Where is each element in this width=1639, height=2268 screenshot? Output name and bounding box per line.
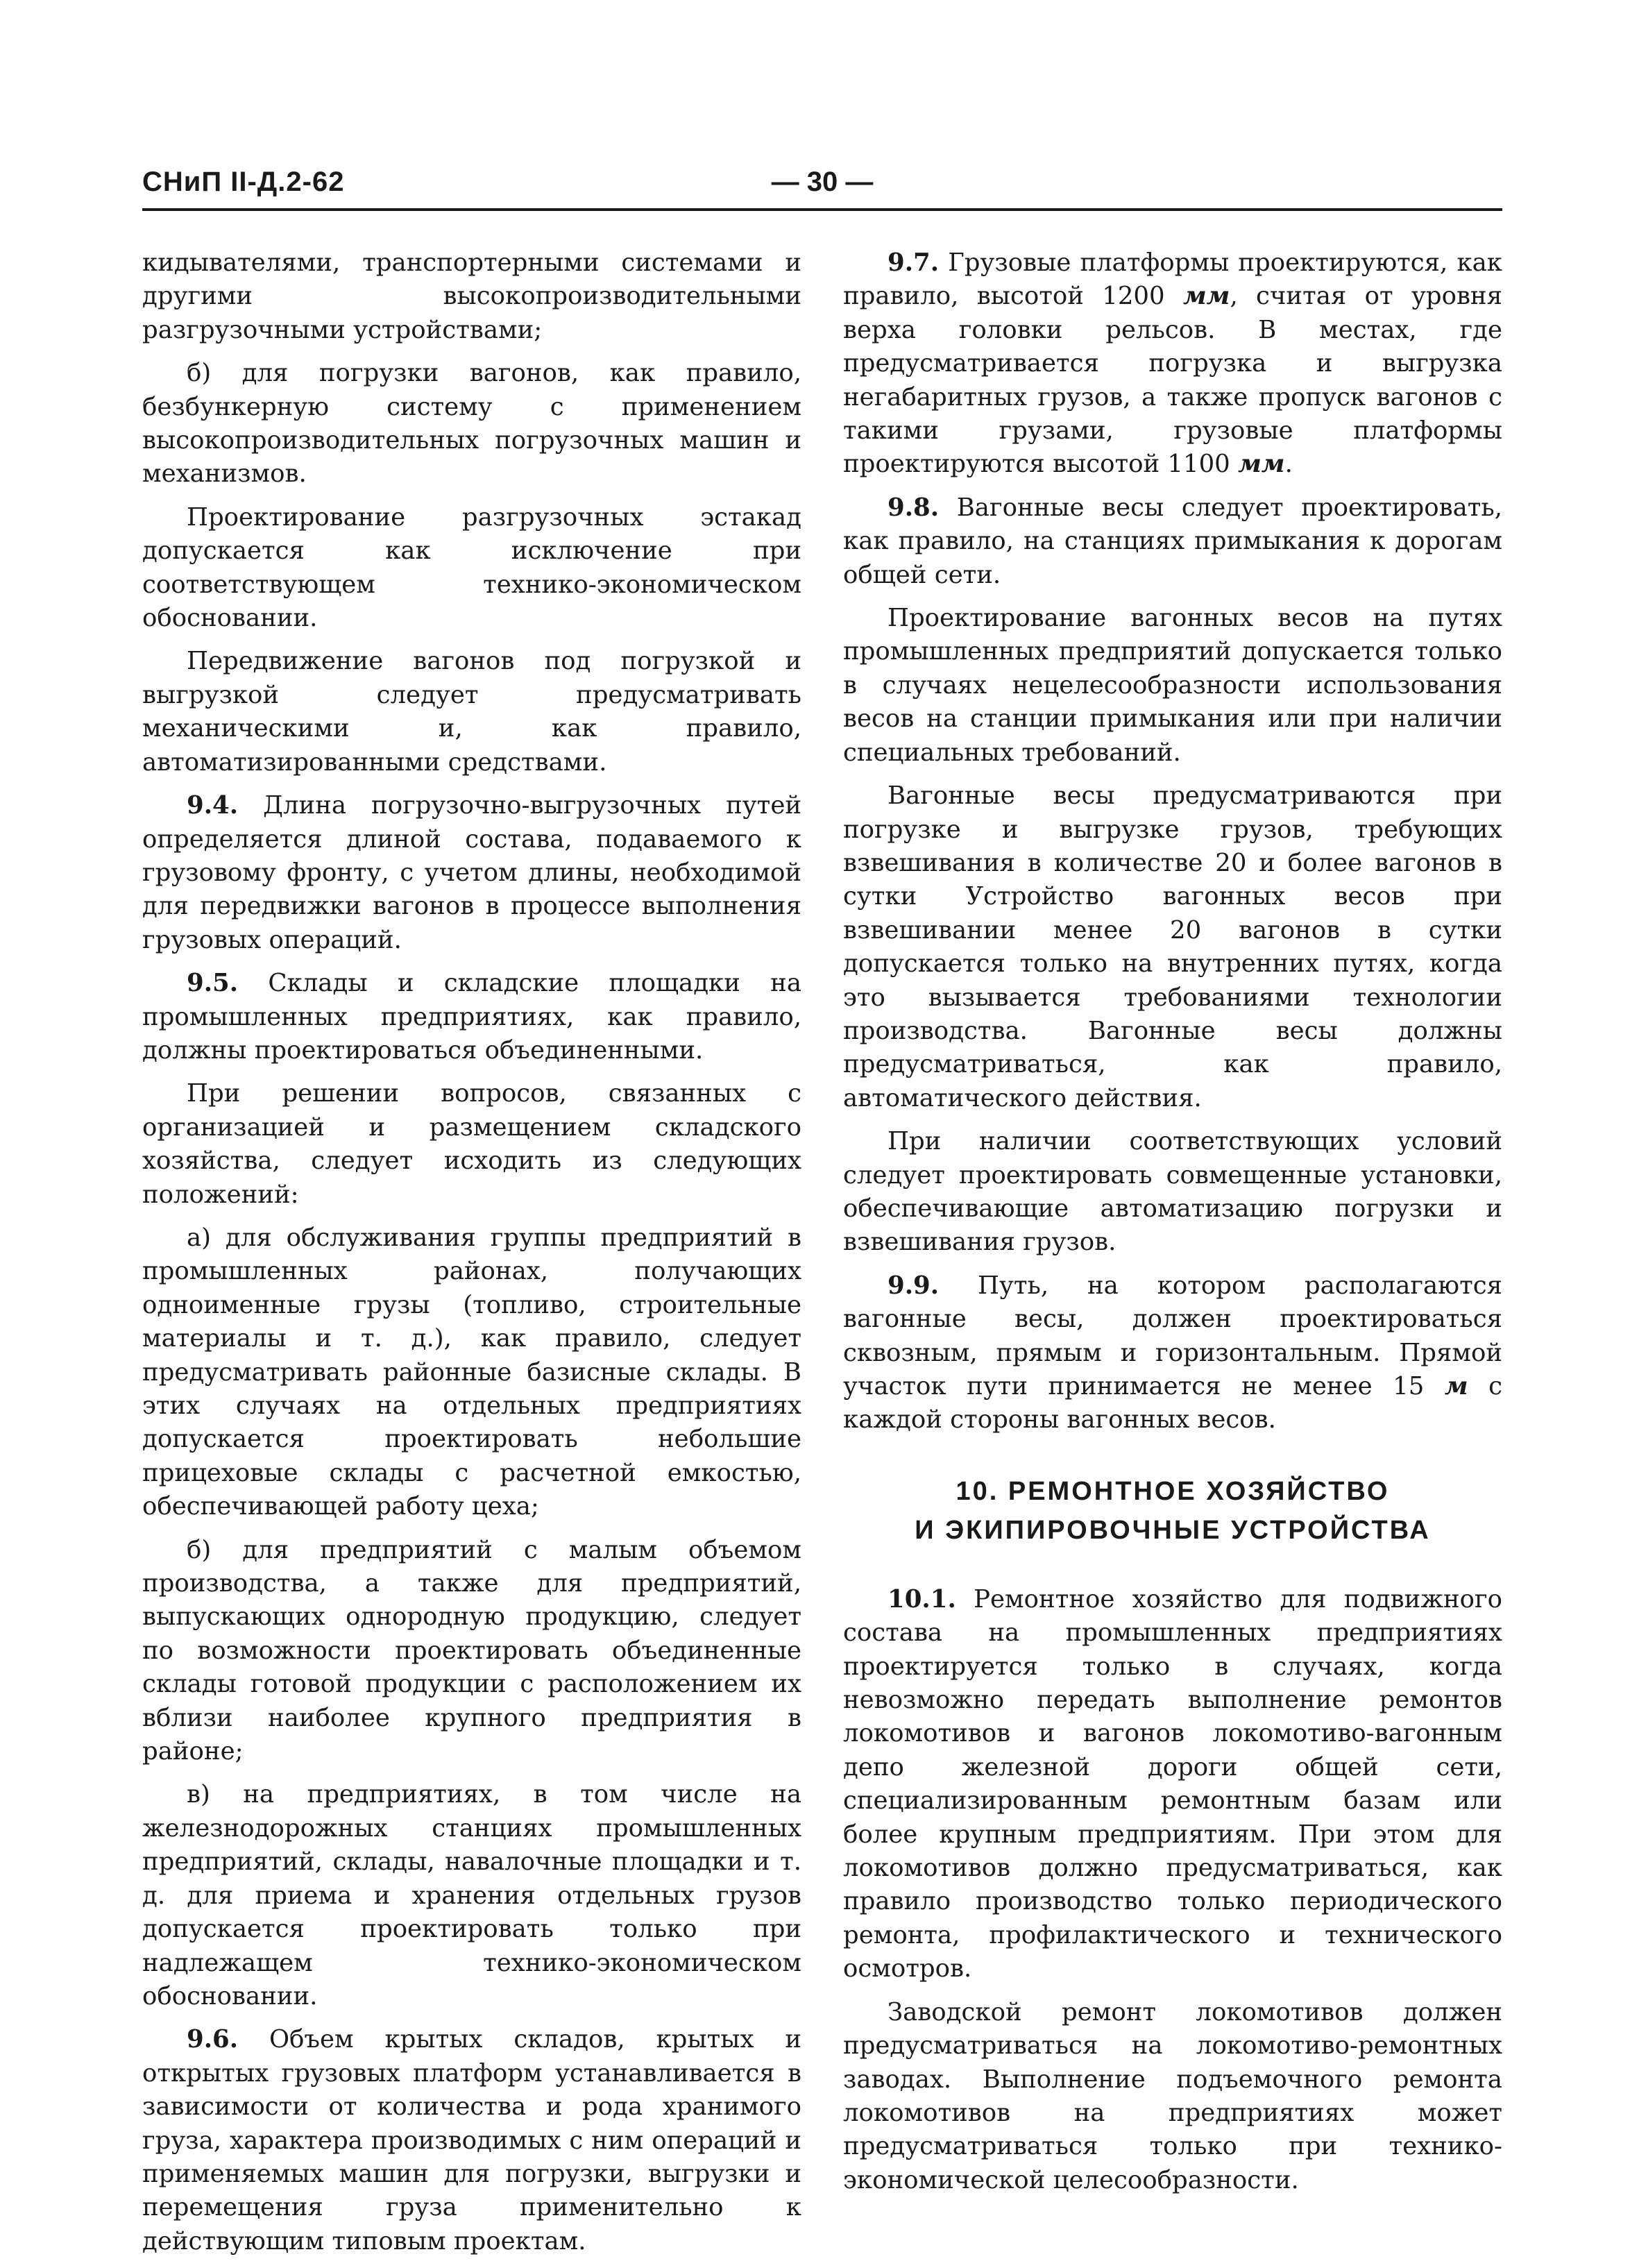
clause-text: , считая от уровня верха головки рельсов. В местах, где предусматривается погрузка и выгрузка негабаритных грузов, а также пропуск вагонов с такими грузами, грузовые платформы проектируются высотой 1100 bbox=[843, 282, 1502, 479]
list-item-b: б) для предприятий с малым объемом производства, а также для предприятий, выпускающих однородную продукцию, следует по возможности проектировать объединенные склады готовой продукции с расположением их вблизи наиболее крупного предприятия в районе; bbox=[142, 1535, 801, 1766]
clause-number: 9.5. bbox=[187, 969, 239, 998]
clause-9-6 bbox=[142, 2023, 801, 2258]
clause-text: Грузовые платформы проектируются, как правило, высотой 1200 bbox=[843, 248, 1502, 311]
clause-text: с каждой стороны вагонных весов. bbox=[843, 1372, 1503, 1435]
clause-9-8 bbox=[843, 491, 1502, 592]
paragraph: Проектирование разгрузочных эстакад допускается как исключение при соответствующем технико-экономическом обосновании. bbox=[142, 502, 801, 633]
clause-number: 9.9. bbox=[888, 1271, 940, 1300]
clause-text: Ремонтное хозяйство для подвижного состава на промышленных предприятиях проектируется только в случаях, когда невозможно передать выполнение ремонтов локомотивов и вагонов локомотиво-вагонным депо железной дороги общей сети, специализированным ремонтным базам или более крупным предприятиям. При этом для локомотивов должно предусматриваться, как правило производство только периодического ремонта, профилактического и технического осмотров. bbox=[843, 1584, 1502, 1983]
header-rule bbox=[142, 208, 1502, 211]
section-title-line: 10. РЕМОНТНОЕ ХОЗЯЙСТВО bbox=[956, 1476, 1390, 1506]
paragraph: При наличии соответствующих условий следует проектировать совмещенные установки, обеспечивающие автоматизацию погрузки и взвешивания грузов. bbox=[843, 1127, 1502, 1257]
clause-number: 9.7. bbox=[888, 248, 940, 277]
list-item-c: в) на предприятиях, в том числе на железнодорожных станциях промышленных предприятий, склады, навалочные площадки и т. д. для приема и хранения отдельных грузов допускается проектировать только при надлежащем технико-экономическом обосновании. bbox=[142, 1780, 801, 2011]
clause-9-7 bbox=[843, 246, 1502, 482]
clause-text: . bbox=[1284, 450, 1293, 479]
clause-number: 9.6. bbox=[187, 2025, 239, 2054]
paragraph: б) для погрузки вагонов, как правило, безбункерную систему с применением высокопроизводительных погрузочных машин и механизмов. bbox=[142, 359, 801, 489]
paragraph: кидывателями, транспортерными системами и другими высокопроизводительными разгрузочными устройствами; bbox=[142, 248, 801, 344]
unit-mm: мм bbox=[1238, 450, 1285, 479]
clause-text: Вагонные весы следует проектировать, как правило, на станциях примыкания к дорогам общей сети. bbox=[843, 493, 1502, 589]
paragraph: При решении вопросов, связанных с организацией и размещением складского хозяйства, следует исходить из следующих положений: bbox=[142, 1079, 801, 1209]
right-column bbox=[843, 246, 1502, 2207]
clause-text: Объем крытых складов, крытых и открытых грузовых платформ устанавливается в зависимости от количества и рода хранимого груза, характера производимых с ним операций и применяемых машин для погрузки, выгрузки и перемещения груза применительно к действующим типовым проектам. bbox=[142, 2025, 801, 2256]
page-header bbox=[142, 167, 1502, 208]
clause-number: 9.4. bbox=[187, 791, 239, 820]
paragraph: Заводской ремонт локомотивов должен предусматриваться на локомотиво-ремонтных заводах. Выполнение подъемочного ремонта локомотивов на предприятиях может предусматриваться только при технико-экономической целесообразности. bbox=[843, 1997, 1502, 2194]
paragraph: Передвижение вагонов под погрузкой и выгрузкой следует предусматривать механическими и, как правило, автоматизированными средствами. bbox=[142, 647, 801, 777]
clause-9-9 bbox=[843, 1269, 1502, 1437]
clause-number: 9.8. bbox=[888, 493, 940, 522]
clause-text: Длина погрузочно-выгрузочных путей определяется длиной состава, подаваемого к грузовому фронту, с учетом длины, необходимой для передвижки вагонов в процессе выполнения грузовых операций. bbox=[142, 791, 801, 954]
clause-text: Склады и складские площадки на промышленных предприятиях, как правило, должны проектироваться объединенными. bbox=[142, 969, 801, 1065]
list-item-a: а) для обслуживания группы предприятий в промышленных районах, получающих одноименные грузы (топливо, строительные материалы и т. д.), как правило, следует предусматривать районные базисные склады. В этих случаях на отдельных предприятиях допускается проектировать небольшие прицеховые склады с расчетной емкостью, обеспечивающей работу цеха; bbox=[142, 1223, 801, 1521]
clause-text: Путь, на котором располагаются вагонные весы, должен проектироваться сквозным, прямым и горизонтальным. Прямой участок пути принимается не менее 15 bbox=[843, 1271, 1502, 1400]
clause-number: 10.1. bbox=[888, 1584, 956, 1614]
clause-9-4 bbox=[142, 789, 801, 957]
clause-10-1 bbox=[843, 1583, 1502, 1986]
clause-9-5 bbox=[142, 967, 801, 1067]
unit-m: м bbox=[1444, 1372, 1468, 1400]
document-code: СНиП II-Д.2-62 bbox=[142, 167, 345, 197]
unit-mm: мм bbox=[1182, 282, 1230, 311]
section-title bbox=[843, 1472, 1502, 1550]
paragraph: Вагонные весы предусматриваются при погрузке и выгрузке грузов, требующих взвешивания в количестве 20 и более вагонов в сутки Устройство вагонных весов при взвешивании менее 20 вагонов в сутки допускается только на внутренних путях, когда это вызывается требованиями технологии производства. Вагонные весы должны предусматриваться, как правило, автоматического действия. bbox=[843, 781, 1502, 1112]
page-number: — 30 — bbox=[771, 167, 874, 197]
left-column bbox=[142, 246, 801, 2268]
section-title-line: И ЭКИПИРОВОЧНЫЕ УСТРОЙСТВА bbox=[915, 1515, 1431, 1545]
paragraph: Проектирование вагонных весов на путях промышленных предприятий допускается только в случаях нецелесообразности использования весов на станции примыкания или при наличии специальных требований. bbox=[843, 604, 1502, 767]
